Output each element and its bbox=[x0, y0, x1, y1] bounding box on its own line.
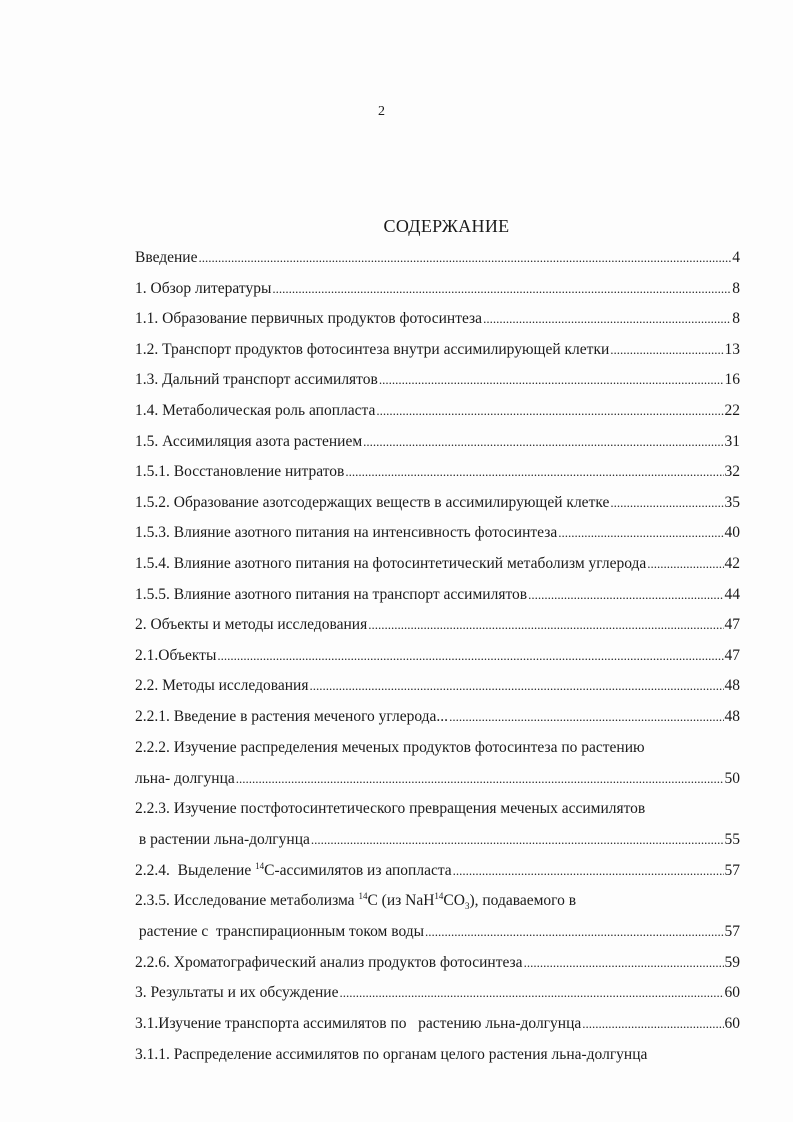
toc-entry-label: 3. Результаты и их обсуждение bbox=[135, 984, 339, 1002]
toc-entry bbox=[135, 335, 740, 366]
dot-leader bbox=[449, 702, 723, 733]
dot-leader bbox=[345, 457, 723, 488]
toc-entry-page: 8 bbox=[732, 310, 740, 328]
isotope-superscript: 14 bbox=[434, 891, 444, 902]
toc-entry-label: 1.2. Транспорт продуктов фотосинтеза внутри ассимилирующей клетки bbox=[135, 340, 610, 358]
toc-entry-label: 1.5.3. Влияние азотного питания на интенсивность фотосинтеза bbox=[135, 524, 558, 542]
toc-entry-label: льна- долгунца bbox=[135, 769, 235, 787]
dot-leader bbox=[236, 764, 724, 795]
toc-entry-page: 59 bbox=[724, 953, 740, 971]
toc-entry-label: растение с транспирационным током воды bbox=[135, 923, 425, 941]
toc-entry-page: 31 bbox=[724, 432, 740, 450]
dot-leader bbox=[368, 610, 723, 641]
formula-subscript: 3 bbox=[464, 901, 470, 912]
page-number: 2 bbox=[378, 104, 385, 119]
toc-entry-last bbox=[135, 1040, 740, 1071]
toc-entry bbox=[135, 304, 740, 335]
toc-entry-label bbox=[135, 856, 452, 887]
dot-leader bbox=[524, 948, 724, 979]
toc-entry-label: 2.2.3. Изучение постфотосинтетического превращения меченых ассимилятов bbox=[135, 800, 646, 818]
dot-leader bbox=[558, 518, 723, 549]
dot-leader bbox=[425, 917, 723, 948]
toc-entry-page: 44 bbox=[724, 585, 740, 603]
dot-leader bbox=[309, 671, 723, 702]
toc-entry-label: 1.3. Дальний транспорт ассимилятов bbox=[135, 371, 378, 389]
toc-entry-223-line1 bbox=[135, 794, 740, 825]
toc-entry-label: 2. Объекты и методы исследования bbox=[135, 616, 368, 634]
toc-entry-label: 1.5.2. Образование азотсодержащих веществ в ассимилирующей клетке bbox=[135, 493, 610, 511]
toc-entry-page: 55 bbox=[724, 831, 740, 849]
toc-entry-page: 13 bbox=[724, 340, 740, 358]
label-suffix: С-ассимилятов из апопласта bbox=[264, 861, 452, 879]
toc-entry-label: 3.1.1. Распределение ассимилятов по органам целого растения льна-долгунца bbox=[135, 1045, 648, 1063]
toc-entry-223-line2 bbox=[135, 825, 740, 856]
dot-leader bbox=[311, 825, 724, 856]
dot-leader bbox=[610, 335, 723, 366]
dot-leader bbox=[272, 274, 731, 305]
dot-leader bbox=[483, 304, 731, 335]
label-mid: С (из NaH bbox=[367, 892, 435, 910]
toc-entry-label: 1.5.4. Влияние азотного питания на фотосинтетический метаболизм углерода bbox=[135, 554, 647, 572]
label-prefix: 2.2.4. Выделение bbox=[135, 861, 256, 879]
toc-entry-label: 1.5. Ассимиляция азота растением bbox=[135, 432, 363, 450]
toc-entry-label: 1. Обзор литературы bbox=[135, 279, 272, 297]
toc-entry-label: 1.4. Метаболическая роль апопласта bbox=[135, 401, 376, 419]
toc-entry-222-line1 bbox=[135, 733, 740, 764]
toc-entry bbox=[135, 549, 740, 580]
toc-entry-page: 42 bbox=[724, 554, 740, 572]
toc-entry-label: 1.1. Образование первичных продуктов фотосинтеза bbox=[135, 310, 483, 328]
table-of-contents bbox=[135, 243, 740, 1070]
toc-entry-page: 32 bbox=[724, 463, 740, 481]
toc-entry-page: 4 bbox=[732, 249, 740, 266]
toc-entry-page: 35 bbox=[724, 493, 740, 511]
toc-entry-page: 40 bbox=[724, 524, 740, 542]
toc-entry bbox=[135, 948, 740, 979]
dot-leader bbox=[528, 580, 723, 611]
toc-title: СОДЕРЖАНИЕ bbox=[383, 216, 510, 236]
label-mid: CO bbox=[443, 892, 465, 910]
toc-entry-page: 60 bbox=[724, 984, 740, 1002]
toc-entry bbox=[135, 1009, 740, 1040]
toc-entry bbox=[135, 671, 740, 702]
label-prefix: 2.3.5. Исследование метаболизма bbox=[135, 892, 359, 910]
dot-leader bbox=[647, 549, 723, 580]
toc-entry-page: 48 bbox=[724, 677, 740, 695]
dot-leader bbox=[217, 641, 723, 672]
toc-entry bbox=[135, 396, 740, 427]
toc-entry bbox=[135, 488, 740, 519]
toc-entry bbox=[135, 457, 740, 488]
toc-entry-page: 48 bbox=[724, 707, 740, 725]
toc-entry-label: Введение bbox=[135, 249, 198, 266]
dot-leader bbox=[339, 978, 723, 1009]
toc-entry-page: 22 bbox=[724, 401, 740, 419]
dot-leader bbox=[379, 365, 724, 396]
toc-entry-page: 16 bbox=[724, 371, 740, 389]
toc-entry-label: 2.2.2. Изучение распределения меченых продуктов фотосинтеза по растению bbox=[135, 738, 645, 756]
toc-entry-page: 47 bbox=[724, 646, 740, 664]
dot-leader bbox=[376, 396, 723, 427]
toc-entry-222-line2 bbox=[135, 764, 740, 795]
toc-entry bbox=[135, 518, 740, 549]
dot-leader bbox=[610, 488, 723, 519]
toc-entry-page: 57 bbox=[724, 861, 740, 879]
toc-entry-label bbox=[135, 886, 576, 917]
toc-entry-label: 2.2.1. Введение в растения меченого углерода... bbox=[135, 707, 449, 725]
toc-entry-label: 1.5.5. Влияние азотного питания на транспорт ассимилятов bbox=[135, 585, 528, 603]
toc-entry-label: 2.2. Методы исследования bbox=[135, 677, 309, 695]
isotope-superscript: 14 bbox=[358, 891, 368, 902]
dot-leader bbox=[363, 427, 723, 458]
toc-entry bbox=[135, 580, 740, 611]
dot-leader bbox=[453, 856, 724, 887]
toc-entry-page: 60 bbox=[724, 1015, 740, 1033]
toc-entry bbox=[135, 274, 740, 305]
toc-entry bbox=[135, 702, 740, 733]
toc-entry-224 bbox=[135, 856, 740, 887]
toc-entry-page: 50 bbox=[724, 769, 740, 787]
dot-leader bbox=[198, 243, 731, 274]
toc-entry-label: 2.2.6. Хроматографический анализ продуктов фотосинтеза bbox=[135, 953, 523, 971]
toc-entry-235-line1 bbox=[135, 886, 740, 917]
toc-entry-label: 3.1.Изучение транспорта ассимилятов по растению льна-долгунца bbox=[135, 1015, 582, 1033]
toc-entry-label: 1.5.1. Восстановление нитратов bbox=[135, 463, 345, 481]
toc-entry bbox=[135, 243, 740, 274]
toc-entry-label: 2.1.Объекты bbox=[135, 646, 217, 664]
toc-entry bbox=[135, 610, 740, 641]
toc-entry-page: 47 bbox=[724, 616, 740, 634]
toc-entry bbox=[135, 427, 740, 458]
toc-entry-235-line2 bbox=[135, 917, 740, 948]
label-suffix: ), подаваемого в bbox=[469, 892, 577, 910]
toc-entry bbox=[135, 641, 740, 672]
dot-leader bbox=[582, 1009, 723, 1040]
toc-entry-page: 8 bbox=[732, 279, 740, 297]
toc-entry-page: 57 bbox=[724, 923, 740, 941]
toc-entry bbox=[135, 365, 740, 396]
toc-entry bbox=[135, 978, 740, 1009]
toc-entry-label: в растении льна-долгунца bbox=[135, 831, 310, 849]
isotope-superscript: 14 bbox=[255, 860, 265, 871]
